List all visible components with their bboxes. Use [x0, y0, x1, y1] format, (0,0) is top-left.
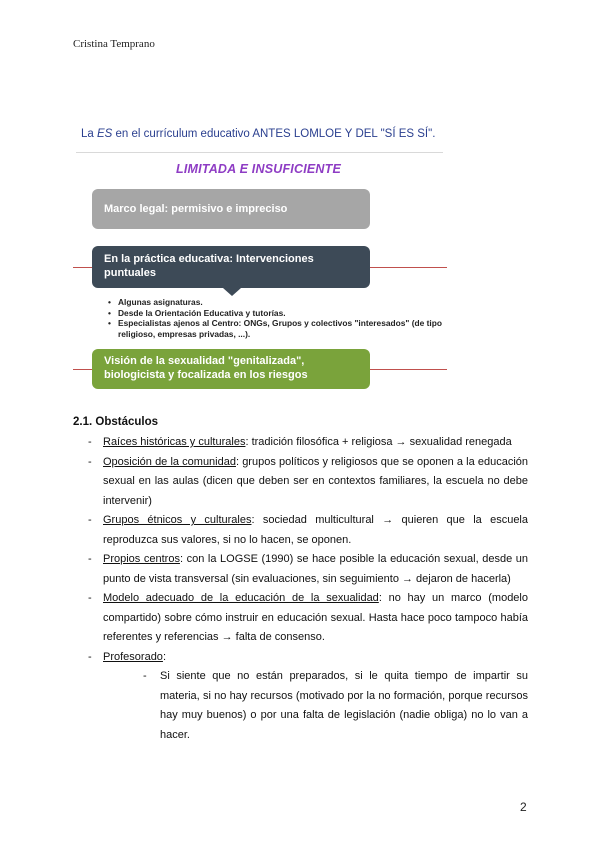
diagram-banner	[76, 122, 443, 153]
list-item: • Desde la Orientación Educativa y tutorías.	[108, 308, 448, 319]
page-number: 2	[520, 800, 527, 814]
sub-list	[103, 667, 528, 745]
list-item: - Modelo adecuado de la educación de la sexualidad: no hay un marco (modelo compartido) sobre cómo instruir en educación sexual. Hasta hace poco tampoco había referentes y referencias → falta de consenso.	[88, 592, 528, 643]
divider-line-left	[73, 369, 92, 370]
banner-title: La ES en el currículum educativo ANTES LOMLOE Y DEL "SÍ ES SÍ".	[81, 128, 436, 140]
divider-line-right	[370, 267, 447, 268]
list-item: - Oposición de la comunidad: grupos políticos y religiosos que se oponen a la educación sexual en las aulas (dicen que deben ser en contextos familiares, la escuela no debe intervenir)	[88, 455, 528, 507]
header-author: Cristina Temprano	[73, 38, 155, 50]
list-item: - Propios centros: con la LOGSE (1990) se hace posible la educación sexual, desde un punto de vista transversal (sin evaluaciones, sin seguimiento → dejaron de hacerla)	[88, 553, 528, 585]
banner-emphasis: ES	[97, 128, 113, 140]
educational-practice-box: En la práctica educativa: Intervenciones puntuales	[92, 246, 370, 288]
down-arrow-icon	[223, 288, 241, 296]
sexuality-vision-box: Visión de la sexualidad "genitalizada", biologicista y focalizada en los riesgos	[92, 349, 370, 389]
list-item: - Raíces históricas y culturales: tradición filosófica + religiosa → sexualidad renegada	[88, 436, 512, 448]
legal-framework-box: Marco legal: permisivo e impreciso	[92, 189, 370, 229]
list-item: • Especialistas ajenos al Centro: ONGs, Grupos y colectivos "interesados" (de tipo religioso, empresas privadas, ...).	[108, 318, 448, 339]
list-item: - Profesorado: - Si siente que no están preparados, si le quita tiempo de impartir su materia, si no hay recursos (motivado por la no formación, porque recursos hay muy buenos) o por una falta de legislación (nadie obliga) no lo van a hacer.	[88, 648, 528, 746]
section-title: 2.1. Obstáculos	[73, 416, 159, 428]
divider-line-left	[73, 267, 92, 268]
diagram-heading: LIMITADA E INSUFICIENTE	[176, 162, 342, 176]
practice-bullet-list	[108, 297, 448, 339]
sub-list-item: - Si siente que no están preparados, si le quita tiempo de impartir su materia, si no hay recursos (motivado por la no formación, porque recursos hay muy buenos) o por una falta de legislación (nadie obliga) no lo van a hacer.	[143, 670, 528, 741]
divider-line-right	[370, 369, 447, 370]
list-item: - Grupos étnicos y culturales: sociedad multicultural → quieren que la escuela reproduzca sus valores, si no lo hacen, se oponen.	[88, 514, 528, 546]
obstacles-list	[88, 433, 528, 745]
list-item: • Algunas asignaturas.	[108, 297, 448, 308]
